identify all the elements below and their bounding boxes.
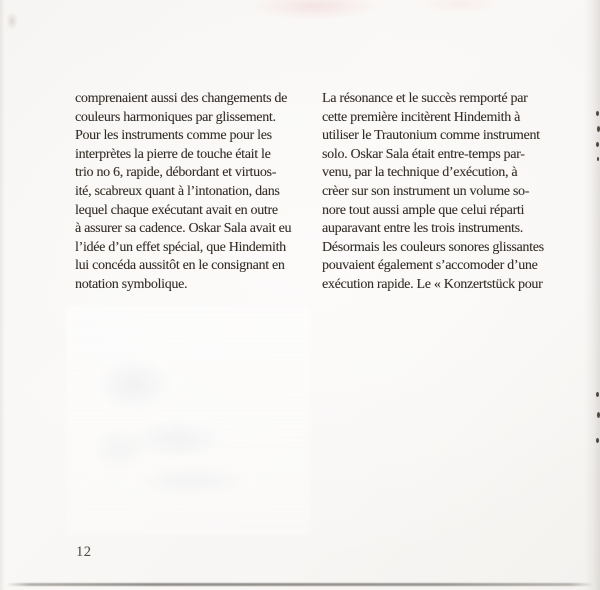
text-line: solo. Oskar Sala était entre-temps par- [322,146,525,162]
text-line: lequel chaque exécutant avait en outre [75,202,278,218]
scan-speck-artifact [596,438,599,443]
page-number: 12 [76,544,92,560]
text-line: utiliser le Trautonium comme instrument [322,128,540,144]
text-line: exécution rapide. Le « Konzertstück pour [322,276,543,292]
text-line: à assurer sa cadence. Oskar Sala avait eu [75,221,292,237]
scan-pink-tint-artifact [420,0,500,14]
scan-speck-artifact [596,392,599,397]
right-text-column [322,90,568,295]
text-line: cette première incitèrent Hindemith à [322,109,521,125]
text-line: ité, scabreux quant à l’intonation, dans [75,183,280,199]
text-line: l’idée d’un effet spécial, que Hindemith [75,239,286,255]
text-line: crèer sur son instrument un volume so- [322,183,530,199]
text-line: lui concéda aussitôt en le consignant en [75,258,285,274]
scan-smudge-artifact [6,12,18,30]
scan-edge-shadow-right [584,0,600,590]
text-line: interprètes la pierre de touche était le [75,146,271,162]
text-line: nore tout aussi ample que celui réparti [322,202,525,218]
page-bleedthrough-artifact [66,306,310,536]
scan-edge-shadow-left [0,0,5,590]
text-line: trio no 6, rapide, débordant et virtuos- [75,165,277,181]
text-line: comprenaient aussi des changements de [75,91,288,106]
text-line: venu, par la technique d’exécution, à [322,165,518,181]
text-line: Désormais les couleurs sonores glissantes [322,239,544,255]
scan-speck-artifact [596,142,599,147]
text-line: notation symbolique. [75,276,188,292]
text-line: pouvaient également s’accomoder d’une [322,258,538,274]
scan-pink-tint-artifact [250,0,380,20]
text-line: couleurs harmoniques par glissement. [75,109,276,125]
text-line: Pour les instruments comme pour les [75,128,272,144]
scan-speck-artifact [596,111,599,116]
text-line: auparavant entre les trois instruments. [322,221,523,237]
left-text-column [75,90,321,295]
scan-speck-artifact [597,157,599,161]
scan-bottom-shadow-line [6,583,594,586]
text-line: La résonance et le succès remporté par [322,91,528,106]
